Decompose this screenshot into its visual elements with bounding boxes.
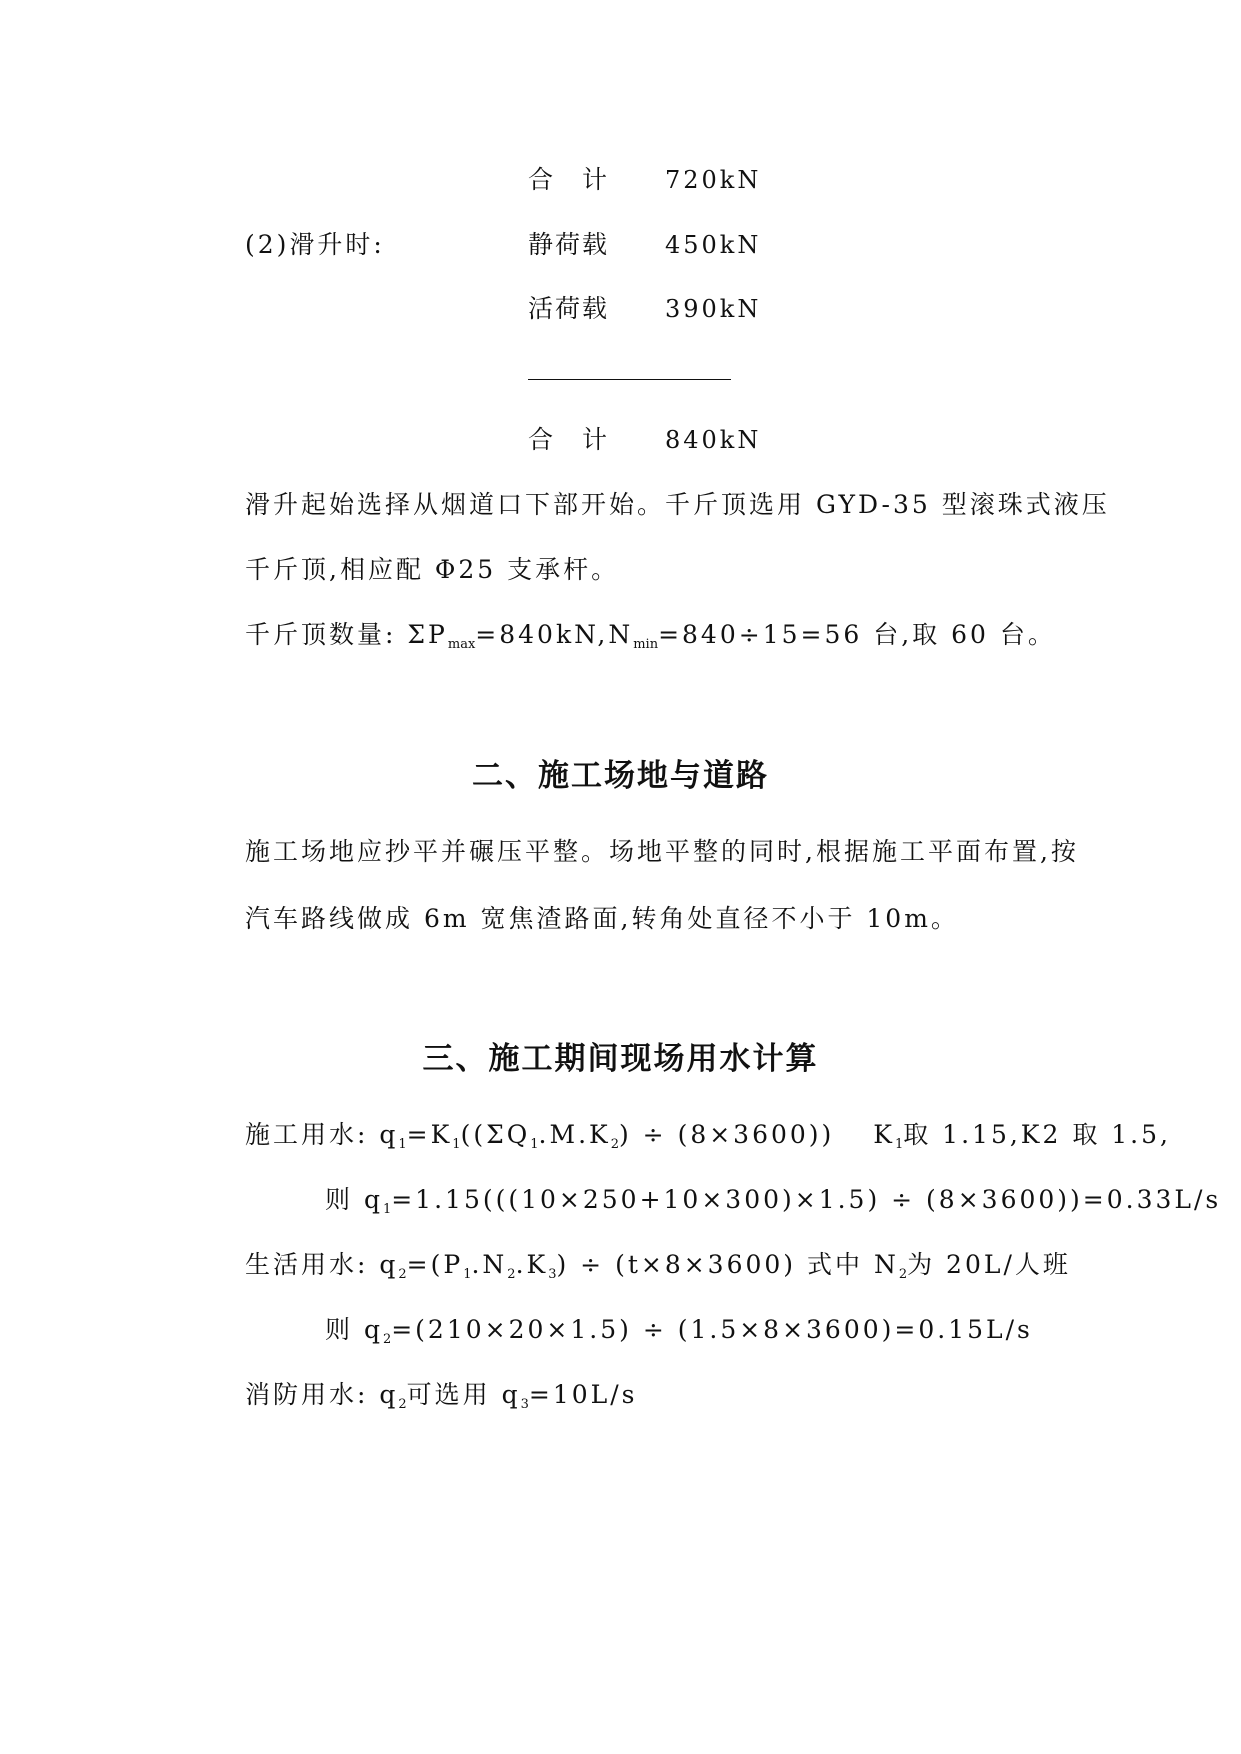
site-paragraph-line-2: 汽车路线做成 6m 宽焦渣路面,转角处直径不小于 10m。 bbox=[245, 904, 959, 933]
domestic-water-result: 则 $q_2=(210\times 20\times 1.5) \div (1.5\times 8\times 3600)=0.15L/s$ bbox=[325, 1315, 1033, 1347]
total-label-1: 合 计 bbox=[528, 165, 610, 194]
jack-paragraph-line-1: 滑升起始选择从烟道口下部开始。千斤顶选用 GYD-35 型滚珠式液压 bbox=[245, 490, 1110, 519]
jack-paragraph-line-2: 千斤顶,相应配 Φ25 支承杆。 bbox=[245, 555, 620, 584]
construction-water-formula: 施工用水: $q_1=K_1((\Sigma Q_1.M.K_2) \div (8\times 3600))$ $K_1$取 1.15,K2 取 1.5, bbox=[245, 1120, 1171, 1152]
fire-water-formula: 消防用水: $q_2$可选用 $q_3=10L/s$ bbox=[245, 1380, 638, 1412]
live-load-label: 活荷载 bbox=[528, 294, 610, 323]
total-value-2: 840kN bbox=[665, 426, 762, 454]
sliding-case-label: (2)滑升时: bbox=[245, 230, 385, 259]
domestic-water-formula: 生活用水: $q_2=(P_1.N_2.K_3) \div (t\times 8\times 3600)$ 式中 $N_2$为 20L/人班 bbox=[245, 1250, 1071, 1282]
section-3-heading: 三、施工期间现场用水计算 bbox=[422, 1041, 819, 1077]
section-2-heading: 二、施工场地与道路 bbox=[472, 758, 769, 794]
static-load-value: 450kN bbox=[665, 231, 762, 259]
live-load-value: 390kN bbox=[665, 295, 762, 323]
total-label-2: 合 计 bbox=[528, 425, 610, 454]
total-value-1: 720kN bbox=[665, 166, 762, 194]
sum-separator-line bbox=[528, 379, 731, 380]
site-paragraph-line-1: 施工场地应抄平并碾压平整。场地平整的同时,根据施工平面布置,按 bbox=[245, 837, 1079, 866]
construction-water-result: 则 $q_1=1.15(((10\times 250+10\times 300)\times 1.5) \div (8\times 3600))=0.33L/s$ bbox=[325, 1185, 1222, 1217]
jack-count-formula: 千斤顶数量: $\Sigma P_{max}=840kN,N_{min}=840\div 15=56$ 台,取 60 台。 bbox=[245, 620, 1056, 652]
static-load-label: 静荷载 bbox=[528, 230, 610, 259]
